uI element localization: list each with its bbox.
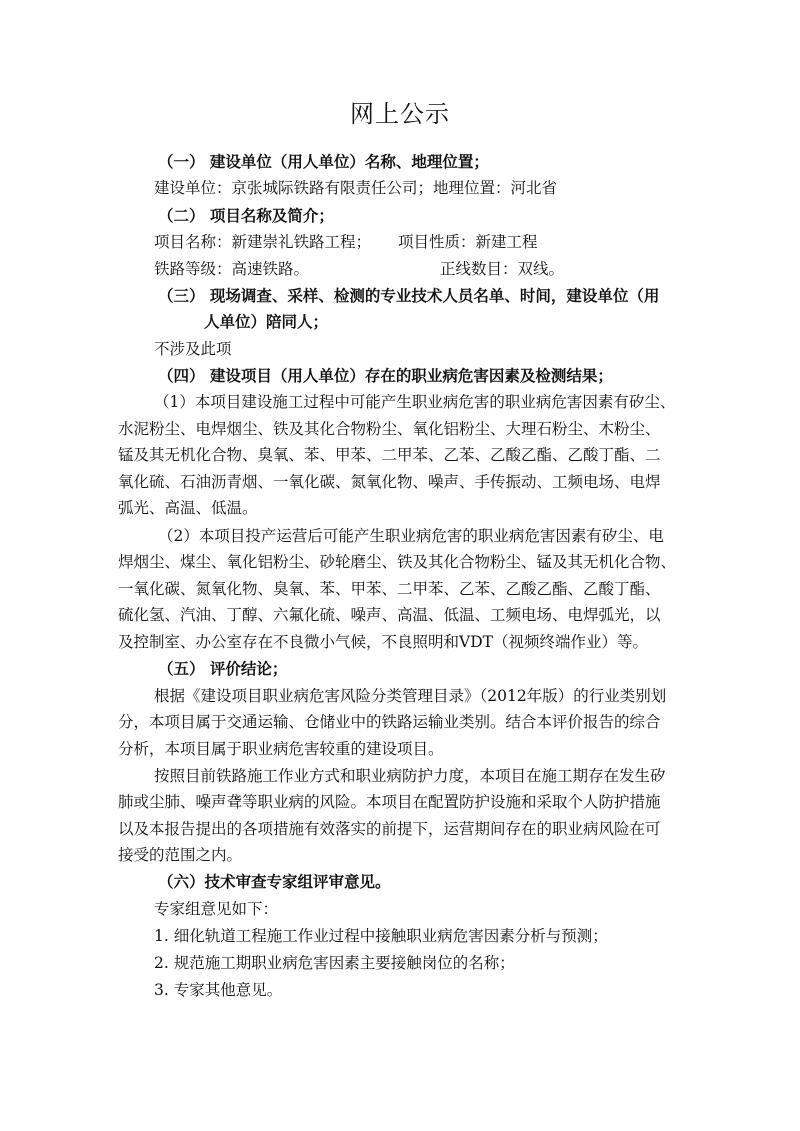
section4-para1-line: （1）本项目建设施工过程中可能产生职业病危害的职业病危害因素有矽尘、 bbox=[154, 393, 676, 411]
section2-project-nature: 项目性质：新建工程 bbox=[398, 233, 538, 251]
section3-heading-line2: 人单位）陪同人； bbox=[204, 312, 329, 331]
section6-heading: （六）技术审查专家组评审意见。 bbox=[158, 872, 391, 891]
section6-item-3: 3. 专家其他意见。 bbox=[154, 981, 283, 999]
section4-para2-line: 及控制室、办公室存在不良微小气候，不良照明和VDT（视频终端作业）等。 bbox=[118, 633, 648, 651]
section5-para1-line: 分，本项目属于交通运输、仓储业中的铁路运输业类别。结合本评价报告的综合 bbox=[118, 713, 661, 731]
section1-line: 建设单位：京张城际铁路有限责任公司；地理位置：河北省 bbox=[154, 179, 558, 197]
section4-para1-line: 弧光、高温、低温。 bbox=[118, 499, 258, 517]
section5-para2-line: 接受的范围之内。 bbox=[118, 846, 243, 864]
section5-heading: （五） 评价结论； bbox=[158, 659, 288, 678]
section1-heading: （一） 建设单位（用人单位）名称、地理位置； bbox=[158, 152, 489, 171]
section2-project-name: 项目名称：新建崇礼铁路工程； bbox=[154, 233, 372, 251]
section4-heading: （四） 建设项目（用人单位）存在的职业病危害因素及检测结果； bbox=[158, 366, 613, 385]
section6-item-1: 1. 细化轨道工程施工作业过程中接触职业病危害因素分析与预测； bbox=[154, 927, 608, 945]
section6-intro: 专家组意见如下： bbox=[154, 900, 279, 918]
section3-line: 不涉及此项 bbox=[154, 340, 232, 358]
section4-para2-line: 一氧化碳、氮氧化物、臭氧、苯、甲苯、二甲苯、乙苯、乙酸乙酯、乙酸丁酯、 bbox=[118, 580, 661, 598]
section3-heading-line1: （三） 现场调查、采样、检测的专业技术人员名单、时间，建设单位（用 bbox=[158, 286, 660, 305]
section2-heading: （二） 项目名称及简介； bbox=[158, 206, 334, 225]
section5-para2-line: 按照目前铁路施工作业方式和职业病防护力度，本项目在施工期存在发生矽 bbox=[154, 767, 666, 785]
section4-para2-line: （2）本项目投产运营后可能产生职业病危害的职业病危害因素有矽尘、电 bbox=[158, 527, 664, 545]
section4-para2-line: 焊烟尘、煤尘、氧化铝粉尘、砂轮磨尘、铁及其化合物粉尘、锰及其无机化合物、 bbox=[118, 553, 677, 571]
section5-para2-line: 以及本报告提出的各项措施有效落实的前提下，运营期间存在的职业病风险在可 bbox=[118, 820, 661, 838]
section5-para2-line: 肺或尘肺、噪声聋等职业病的风险。本项目在配置防护设施和采取个人防护措施 bbox=[118, 793, 661, 811]
section5-para1-line: 分析，本项目属于职业病危害较重的建设项目。 bbox=[118, 740, 444, 758]
section2-railway-grade: 铁路等级：高速铁路。 bbox=[154, 260, 310, 278]
section2-main-lines: 正线数目：双线。 bbox=[440, 260, 565, 278]
section4-para1-line: 锰及其无机化合物、臭氧、苯、甲苯、二甲苯、乙苯、乙酸乙酯、乙酸丁酯、二 bbox=[118, 446, 661, 464]
section4-para1-line: 水泥粉尘、电焊烟尘、铁及其化合物粉尘、氧化铝粉尘、大理石粉尘、木粉尘、 bbox=[118, 420, 661, 438]
section6-item-2: 2. 规范施工期职业病危害因素主要接触岗位的名称； bbox=[154, 954, 515, 972]
document-title: 网上公示 bbox=[350, 100, 450, 128]
section4-para1-line: 氧化硫、石油沥青烟、一氧化碳、氮氧化物、噪声、手传振动、工频电场、电焊 bbox=[118, 473, 661, 491]
section5-para1-line: 根据《建设项目职业病危害风险分类管理目录》（2012年版）的行业类别划 bbox=[154, 687, 667, 705]
section4-para2-line: 硫化氢、汽油、丁醇、六氟化硫、噪声、高温、低温、工频电场、电焊弧光，以 bbox=[118, 606, 661, 624]
